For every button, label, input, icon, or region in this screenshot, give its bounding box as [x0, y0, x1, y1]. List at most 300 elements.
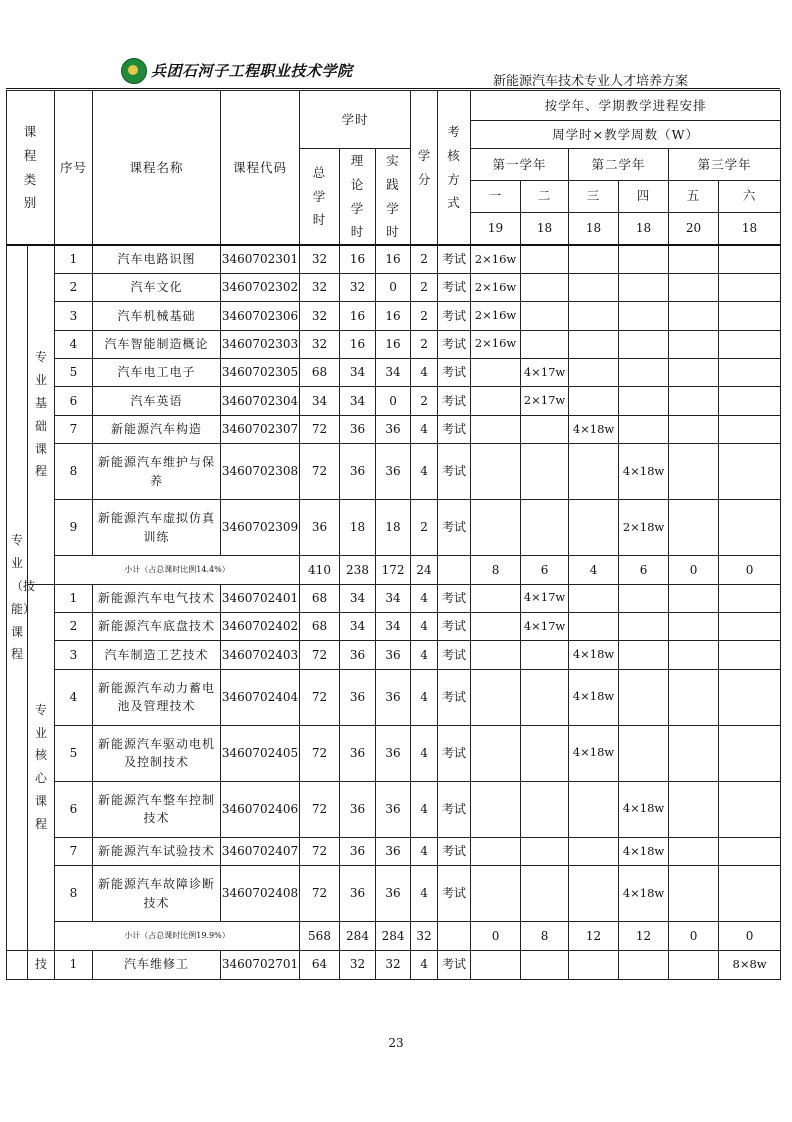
course-code: 3460702701	[221, 950, 300, 979]
course-practice-hours: 34	[376, 613, 411, 641]
course-code: 3460702304	[221, 387, 300, 415]
course-semester-load	[569, 359, 619, 387]
course-assessment: 考试	[438, 641, 471, 669]
course-semester-load	[521, 725, 569, 781]
course-semester-load	[669, 950, 719, 979]
course-theory-hours: 36	[340, 415, 376, 443]
course-theory-hours: 34	[340, 613, 376, 641]
course-semester-load	[619, 641, 669, 669]
header-year-2: 第二学年	[569, 149, 669, 181]
course-semester-load	[619, 669, 669, 725]
course-assessment: 考试	[438, 613, 471, 641]
course-theory-hours: 32	[340, 950, 376, 979]
course-code: 3460702404	[221, 669, 300, 725]
course-semester-load	[719, 584, 781, 612]
subtotal-label: 小计（占总课时比例14.4%）	[55, 556, 300, 584]
course-practice-hours: 32	[376, 950, 411, 979]
course-semester-load	[719, 245, 781, 273]
course-total-hours: 72	[300, 641, 340, 669]
subtotal-row	[7, 922, 781, 950]
header-total: 总学时	[300, 149, 340, 246]
course-semester-load	[471, 781, 521, 837]
course-semester-load	[521, 302, 569, 330]
course-name: 汽车电路识图	[93, 245, 221, 273]
course-code: 3460702402	[221, 613, 300, 641]
course-total-hours: 64	[300, 950, 340, 979]
course-code: 3460702307	[221, 415, 300, 443]
subtotal-theory-hours: 284	[340, 922, 376, 950]
course-total-hours: 72	[300, 669, 340, 725]
header-weeks: 18	[619, 212, 669, 245]
course-credit: 2	[411, 330, 438, 358]
table-row	[7, 387, 781, 415]
course-assessment: 考试	[438, 725, 471, 781]
course-semester-load	[471, 837, 521, 865]
document-title: 新能源汽车技术专业人才培养方案	[493, 74, 689, 89]
subtotal-semester-load: 4	[569, 556, 619, 584]
course-assessment: 考试	[438, 584, 471, 612]
course-semester-load	[719, 387, 781, 415]
course-semester-load	[719, 613, 781, 641]
course-total-hours: 72	[300, 781, 340, 837]
course-assessment: 考试	[438, 500, 471, 556]
course-semester-load	[619, 273, 669, 301]
course-code: 3460702407	[221, 837, 300, 865]
course-practice-hours: 36	[376, 866, 411, 922]
header-seq: 序号	[55, 91, 93, 246]
course-semester-load	[521, 415, 569, 443]
course-total-hours: 72	[300, 444, 340, 500]
course-theory-hours: 36	[340, 837, 376, 865]
course-semester-load	[471, 613, 521, 641]
course-semester-load	[471, 359, 521, 387]
header-rule	[6, 88, 780, 89]
course-name: 新能源汽车动力蓄电池及管理技术	[93, 669, 221, 725]
course-semester-load	[719, 641, 781, 669]
course-name: 新能源汽车试验技术	[93, 837, 221, 865]
course-semester-load	[569, 781, 619, 837]
course-semester-load	[719, 725, 781, 781]
course-credit: 4	[411, 359, 438, 387]
table-row	[7, 781, 781, 837]
header-semester: 四	[619, 180, 669, 212]
course-name: 新能源汽车底盘技术	[93, 613, 221, 641]
table-row	[7, 669, 781, 725]
course-semester-load	[471, 725, 521, 781]
table-row	[7, 950, 781, 979]
course-theory-hours: 16	[340, 330, 376, 358]
header-theory: 理论学时	[340, 149, 376, 246]
course-seq: 1	[55, 950, 93, 979]
course-semester-load	[569, 302, 619, 330]
course-semester-load	[471, 415, 521, 443]
course-semester-load	[669, 245, 719, 273]
table-row	[7, 302, 781, 330]
school-logo	[121, 58, 361, 84]
subtotal-credit: 32	[411, 922, 438, 950]
course-semester-load: 2×16w	[471, 273, 521, 301]
course-semester-load	[619, 302, 669, 330]
table-row	[7, 359, 781, 387]
course-semester-load	[619, 387, 669, 415]
course-credit: 4	[411, 866, 438, 922]
course-semester-load	[521, 781, 569, 837]
course-semester-load	[619, 725, 669, 781]
course-seq: 8	[55, 444, 93, 500]
subtotal-semester-load: 0	[719, 922, 781, 950]
course-credit: 4	[411, 444, 438, 500]
course-semester-load	[619, 359, 669, 387]
course-semester-load	[619, 584, 669, 612]
course-credit: 2	[411, 245, 438, 273]
course-practice-hours: 0	[376, 273, 411, 301]
course-semester-load	[719, 415, 781, 443]
table-row	[7, 837, 781, 865]
group-label-basic: 专业基础课程	[28, 245, 55, 584]
course-credit: 4	[411, 950, 438, 979]
course-semester-load	[521, 444, 569, 500]
subtotal-semester-load: 0	[471, 922, 521, 950]
course-semester-load: 4×18w	[569, 725, 619, 781]
subtotal-assessment-empty	[438, 922, 471, 950]
course-name: 汽车制造工艺技术	[93, 641, 221, 669]
course-semester-load: 8×8w	[719, 950, 781, 979]
course-seq: 4	[55, 669, 93, 725]
header-assessment: 考核方式	[438, 91, 471, 246]
course-practice-hours: 34	[376, 584, 411, 612]
header-name: 课程名称	[93, 91, 221, 246]
subtotal-semester-load: 0	[669, 556, 719, 584]
course-practice-hours: 36	[376, 837, 411, 865]
course-semester-load	[719, 273, 781, 301]
course-semester-load	[719, 500, 781, 556]
course-assessment: 考试	[438, 669, 471, 725]
course-semester-load	[569, 837, 619, 865]
course-semester-load	[669, 725, 719, 781]
course-semester-load: 4×17w	[521, 359, 569, 387]
course-total-hours: 72	[300, 866, 340, 922]
school-name: 兵团石河子工程职业技术学院	[151, 62, 353, 80]
subtotal-semester-load: 0	[719, 556, 781, 584]
subtotal-total-hours: 568	[300, 922, 340, 950]
course-theory-hours: 34	[340, 359, 376, 387]
course-credit: 4	[411, 641, 438, 669]
course-name: 汽车机械基础	[93, 302, 221, 330]
course-semester-load	[619, 415, 669, 443]
course-name: 新能源汽车故障诊断技术	[93, 866, 221, 922]
course-seq: 7	[55, 837, 93, 865]
table-row	[7, 273, 781, 301]
header-weeks: 19	[471, 212, 521, 245]
course-semester-load	[471, 584, 521, 612]
course-assessment: 考试	[438, 781, 471, 837]
table-row	[7, 500, 781, 556]
course-semester-load	[719, 302, 781, 330]
course-semester-load	[669, 500, 719, 556]
subtotal-practice-hours: 172	[376, 556, 411, 584]
course-semester-load	[669, 584, 719, 612]
course-credit: 2	[411, 302, 438, 330]
table-row	[7, 641, 781, 669]
course-semester-load: 4×18w	[619, 837, 669, 865]
subtotal-credit: 24	[411, 556, 438, 584]
course-seq: 5	[55, 359, 93, 387]
course-credit: 4	[411, 669, 438, 725]
course-theory-hours: 36	[340, 866, 376, 922]
header-credit: 学分	[411, 91, 438, 246]
course-semester-load	[521, 950, 569, 979]
header-weeks: 18	[569, 212, 619, 245]
course-theory-hours: 16	[340, 302, 376, 330]
header-schedule: 按学年、学期教学进程安排	[471, 91, 781, 121]
course-practice-hours: 16	[376, 245, 411, 273]
course-code: 3460702401	[221, 584, 300, 612]
course-name: 汽车文化	[93, 273, 221, 301]
course-semester-load	[719, 359, 781, 387]
subtotal-semester-load: 12	[569, 922, 619, 950]
school-emblem-icon	[121, 58, 147, 84]
course-semester-load	[569, 613, 619, 641]
course-code: 3460702302	[221, 273, 300, 301]
course-assessment: 考试	[438, 415, 471, 443]
course-total-hours: 68	[300, 613, 340, 641]
course-semester-load: 2×17w	[521, 387, 569, 415]
course-code: 3460702305	[221, 359, 300, 387]
header-practice: 实践学时	[376, 149, 411, 246]
course-name: 汽车英语	[93, 387, 221, 415]
course-total-hours: 68	[300, 359, 340, 387]
course-practice-hours: 36	[376, 415, 411, 443]
course-assessment: 考试	[438, 444, 471, 500]
course-practice-hours: 36	[376, 641, 411, 669]
course-semester-load	[669, 387, 719, 415]
course-semester-load	[669, 781, 719, 837]
course-practice-hours: 18	[376, 500, 411, 556]
course-semester-load	[521, 500, 569, 556]
course-practice-hours: 36	[376, 725, 411, 781]
subtotal-practice-hours: 284	[376, 922, 411, 950]
course-theory-hours: 34	[340, 387, 376, 415]
course-practice-hours: 36	[376, 781, 411, 837]
table-row	[7, 444, 781, 500]
course-theory-hours: 36	[340, 444, 376, 500]
course-code: 3460702308	[221, 444, 300, 500]
course-total-hours: 72	[300, 415, 340, 443]
course-semester-load	[569, 500, 619, 556]
page-number: 23	[388, 1036, 404, 1050]
course-theory-hours: 36	[340, 641, 376, 669]
header-semester: 六	[719, 180, 781, 212]
table-row	[7, 725, 781, 781]
course-practice-hours: 36	[376, 669, 411, 725]
course-semester-load	[471, 444, 521, 500]
table-row	[7, 613, 781, 641]
course-semester-load	[669, 444, 719, 500]
course-semester-load	[619, 245, 669, 273]
course-semester-load: 4×17w	[521, 584, 569, 612]
course-credit: 4	[411, 781, 438, 837]
course-semester-load	[669, 866, 719, 922]
header-category: 课程类别	[7, 91, 55, 246]
course-semester-load	[569, 330, 619, 358]
course-credit: 4	[411, 613, 438, 641]
course-code: 3460702403	[221, 641, 300, 669]
course-seq: 6	[55, 781, 93, 837]
course-semester-load: 4×18w	[569, 669, 619, 725]
course-assessment: 考试	[438, 837, 471, 865]
subtotal-theory-hours: 238	[340, 556, 376, 584]
course-semester-load: 2×16w	[471, 330, 521, 358]
course-semester-load: 2×18w	[619, 500, 669, 556]
course-credit: 2	[411, 273, 438, 301]
curriculum-table	[6, 90, 781, 980]
course-credit: 2	[411, 387, 438, 415]
course-code: 3460702408	[221, 866, 300, 922]
course-semester-load	[569, 245, 619, 273]
course-semester-load	[669, 273, 719, 301]
subtotal-semester-load: 12	[619, 922, 669, 950]
course-assessment: 考试	[438, 330, 471, 358]
course-credit: 4	[411, 725, 438, 781]
course-practice-hours: 34	[376, 359, 411, 387]
main-category-label: 专业（技能）课程	[7, 245, 28, 950]
course-credit: 4	[411, 584, 438, 612]
course-semester-load: 4×18w	[569, 641, 619, 669]
header-semester: 五	[669, 180, 719, 212]
course-semester-load	[471, 500, 521, 556]
course-name: 新能源汽车整车控制技术	[93, 781, 221, 837]
course-semester-load	[669, 359, 719, 387]
header-schedule-sub: 周学时×教学周数（W）	[471, 121, 781, 149]
course-practice-hours: 0	[376, 387, 411, 415]
course-seq: 9	[55, 500, 93, 556]
course-semester-load	[719, 444, 781, 500]
table-row	[7, 330, 781, 358]
course-semester-load	[619, 950, 669, 979]
course-total-hours: 72	[300, 725, 340, 781]
course-total-hours: 32	[300, 302, 340, 330]
course-semester-load	[521, 330, 569, 358]
course-practice-hours: 36	[376, 444, 411, 500]
course-code: 3460702406	[221, 781, 300, 837]
course-semester-load	[669, 302, 719, 330]
course-code: 3460702303	[221, 330, 300, 358]
course-theory-hours: 36	[340, 669, 376, 725]
group-label-skill: 技	[28, 950, 55, 979]
course-seq: 3	[55, 302, 93, 330]
table-row	[7, 866, 781, 922]
course-semester-load: 2×16w	[471, 302, 521, 330]
course-semester-load	[569, 584, 619, 612]
table-row	[7, 415, 781, 443]
course-semester-load	[619, 613, 669, 641]
course-total-hours: 34	[300, 387, 340, 415]
course-semester-load	[569, 444, 619, 500]
course-semester-load	[521, 641, 569, 669]
course-assessment: 考试	[438, 950, 471, 979]
course-credit: 2	[411, 500, 438, 556]
subtotal-total-hours: 410	[300, 556, 340, 584]
course-code: 3460702301	[221, 245, 300, 273]
course-total-hours: 32	[300, 245, 340, 273]
course-assessment: 考试	[438, 302, 471, 330]
course-semester-load	[669, 613, 719, 641]
course-semester-load	[719, 837, 781, 865]
course-semester-load	[471, 866, 521, 922]
course-assessment: 考试	[438, 245, 471, 273]
course-semester-load	[619, 330, 669, 358]
course-seq: 1	[55, 584, 93, 612]
course-seq: 3	[55, 641, 93, 669]
course-name: 新能源汽车构造	[93, 415, 221, 443]
subtotal-row	[7, 556, 781, 584]
course-semester-load	[521, 273, 569, 301]
course-seq: 4	[55, 330, 93, 358]
header-hours: 学时	[300, 91, 411, 149]
course-credit: 4	[411, 415, 438, 443]
course-semester-load: 4×17w	[521, 613, 569, 641]
course-name: 新能源汽车驱动电机及控制技术	[93, 725, 221, 781]
course-semester-load: 2×16w	[471, 245, 521, 273]
course-semester-load	[669, 415, 719, 443]
header-semester: 三	[569, 180, 619, 212]
course-semester-load: 4×18w	[619, 781, 669, 837]
course-semester-load	[569, 950, 619, 979]
course-name: 汽车电工电子	[93, 359, 221, 387]
course-semester-load	[521, 669, 569, 725]
course-seq: 7	[55, 415, 93, 443]
course-semester-load	[669, 669, 719, 725]
course-total-hours: 36	[300, 500, 340, 556]
subtotal-semester-load: 6	[619, 556, 669, 584]
course-semester-load	[471, 669, 521, 725]
course-theory-hours: 34	[340, 584, 376, 612]
course-semester-load: 4×18w	[619, 866, 669, 922]
course-semester-load	[521, 245, 569, 273]
header-semester: 二	[521, 180, 569, 212]
course-credit: 4	[411, 837, 438, 865]
header-weeks: 18	[521, 212, 569, 245]
course-semester-load	[521, 866, 569, 922]
course-theory-hours: 16	[340, 245, 376, 273]
course-code: 3460702309	[221, 500, 300, 556]
course-assessment: 考试	[438, 866, 471, 922]
subtotal-assessment-empty	[438, 556, 471, 584]
course-semester-load	[471, 387, 521, 415]
course-assessment: 考试	[438, 359, 471, 387]
course-assessment: 考试	[438, 387, 471, 415]
course-theory-hours: 18	[340, 500, 376, 556]
course-name: 新能源汽车虚拟仿真训练	[93, 500, 221, 556]
course-seq: 2	[55, 273, 93, 301]
subtotal-label: 小计（占总课时比例19.9%）	[55, 922, 300, 950]
group-label-core: 专业核心课程	[28, 584, 55, 950]
main-category-continued	[7, 950, 28, 979]
course-semester-load	[719, 669, 781, 725]
header-code: 课程代码	[221, 91, 300, 246]
subtotal-semester-load: 8	[471, 556, 521, 584]
subtotal-semester-load: 6	[521, 556, 569, 584]
course-semester-load	[719, 781, 781, 837]
course-seq: 6	[55, 387, 93, 415]
course-seq: 1	[55, 245, 93, 273]
subtotal-semester-load: 8	[521, 922, 569, 950]
course-semester-load: 4×18w	[619, 444, 669, 500]
subtotal-semester-load: 0	[669, 922, 719, 950]
course-theory-hours: 36	[340, 781, 376, 837]
course-name: 汽车智能制造概论	[93, 330, 221, 358]
table-row	[7, 245, 781, 273]
